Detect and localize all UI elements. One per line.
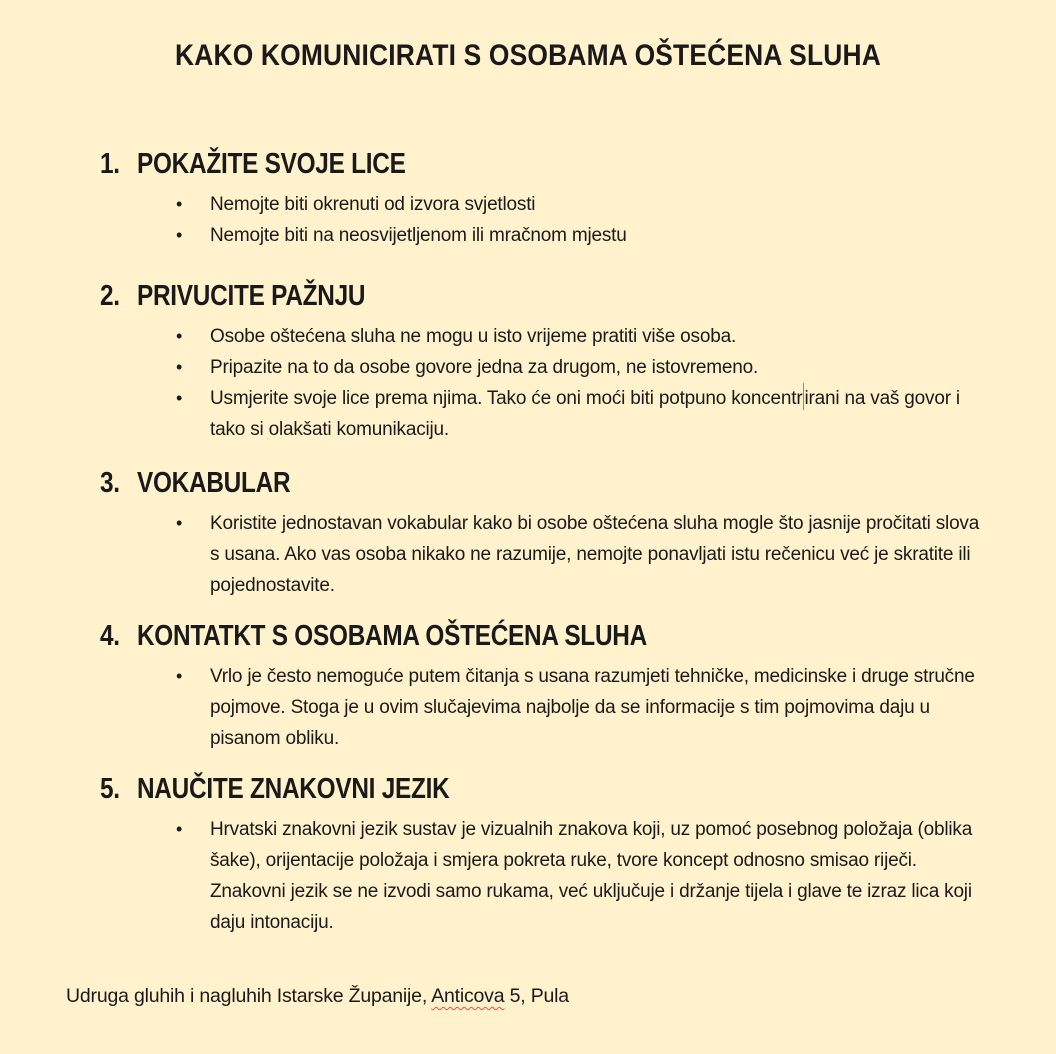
list-item — [176, 814, 1056, 938]
section-heading-row — [100, 772, 903, 806]
list-item-text — [210, 383, 980, 445]
bullet-icon: • — [176, 388, 183, 408]
list-item-text-before-caret: Usmjerite svoje lice prema njima. Tako će oni moći biti potpuno koncentr — [210, 388, 803, 409]
bullet-list — [0, 661, 1056, 754]
section-kontakt-s-osobama — [0, 619, 1056, 754]
list-item — [176, 508, 1056, 601]
footer-text-suffix: 5, Pula — [504, 985, 569, 1007]
section-heading: VOKABULAR — [136, 467, 291, 499]
bullet-icon: • — [176, 357, 183, 377]
list-item — [176, 189, 1056, 220]
section-vokabular — [0, 466, 1056, 601]
bullet-icon: • — [176, 326, 183, 346]
bullet-icon: • — [176, 194, 183, 214]
list-item-text: Nemojte biti na neosvijetljenom ili mračnom mjestu — [210, 225, 627, 246]
list-item — [176, 661, 1056, 754]
list-item-text: Osobe oštećena sluha ne mogu u isto vrijeme pratiti više osoba. — [210, 326, 737, 347]
section-privucite-paznju — [0, 279, 1056, 445]
list-item-text: Hrvatski znakovni jezik sustav je vizualnih znakova koji, uz pomoć posebnog položaja (oblika šake), orijentacije položaja i smjera pokreta ruke, tvore koncept odnosno smisao riječi. Znakovni jezik se ne izvodi samo rukama, već uključuje i držanje tijela i glave te izraz lica koji daju intonaciju. — [210, 819, 973, 933]
bullet-icon: • — [176, 666, 183, 686]
section-heading: POKAŽITE SVOJE LICE — [136, 148, 406, 180]
list-item-text: Koristite jednostavan vokabular kako bi osobe oštećena sluha mogle što jasnije pročitati slova s usana. Ako vas osoba nikako ne razumije, nemojte ponavljati istu rečenicu već je skratite ili pojednostavite. — [210, 513, 980, 596]
list-item — [176, 352, 1056, 383]
section-heading-row — [100, 279, 903, 313]
bullet-icon: • — [176, 819, 183, 839]
section-heading-row — [100, 466, 903, 500]
section-number: 1. — [100, 148, 120, 180]
bullet-list — [0, 189, 1056, 251]
section-pokazite-svoje-lice — [0, 147, 1056, 251]
section-naucite-znakovni-jezik — [0, 772, 1056, 938]
list-item — [176, 383, 1056, 445]
section-number: 3. — [100, 467, 120, 499]
section-number: 4. — [100, 620, 120, 652]
section-heading-row — [100, 147, 903, 181]
section-heading-row — [100, 619, 903, 653]
section-heading: PRIVUCITE PAŽNJU — [136, 280, 366, 312]
list-item-text-after-caret: irani na vaš govor i tako si olakšati komunikaciju. — [210, 388, 960, 440]
bullet-list — [0, 814, 1056, 938]
list-item-text: Pripazite na to da osobe govore jedna za drugom, ne istovremeno. — [210, 357, 759, 378]
bullet-icon: • — [176, 513, 183, 533]
section-number: 2. — [100, 280, 120, 312]
section-number: 5. — [100, 773, 120, 805]
footer-text: Udruga gluhih i nagluhih Istarske Županije, — [66, 985, 432, 1007]
list-item — [176, 321, 1056, 352]
spellcheck-underlined-word: Anticova — [431, 985, 505, 1007]
bullet-list — [0, 508, 1056, 601]
footer-address-line — [66, 983, 569, 1009]
list-item-text: Nemojte biti okrenuti od izvora svjetlosti — [210, 194, 536, 215]
list-item-text: Vrlo je često nemoguće putem čitanja s usana razumjeti tehničke, medicinske i druge stručne pojmove. Stoga je u ovim slučajevima najbolje da se informacije s tim pojmovima daju u pisanom obliku. — [210, 666, 975, 749]
section-heading: KONTATKT S OSOBAMA OŠTEĆENA SLUHA — [136, 620, 647, 652]
section-heading: NAUČITE ZNAKOVNI JEZIK — [136, 773, 450, 805]
document-title: KAKO KOMUNICIRATI S OSOBAMA OŠTEĆENA SLUHA — [174, 39, 882, 72]
bullet-list — [0, 321, 1056, 445]
bullet-icon: • — [176, 225, 183, 245]
list-item — [176, 220, 1056, 251]
